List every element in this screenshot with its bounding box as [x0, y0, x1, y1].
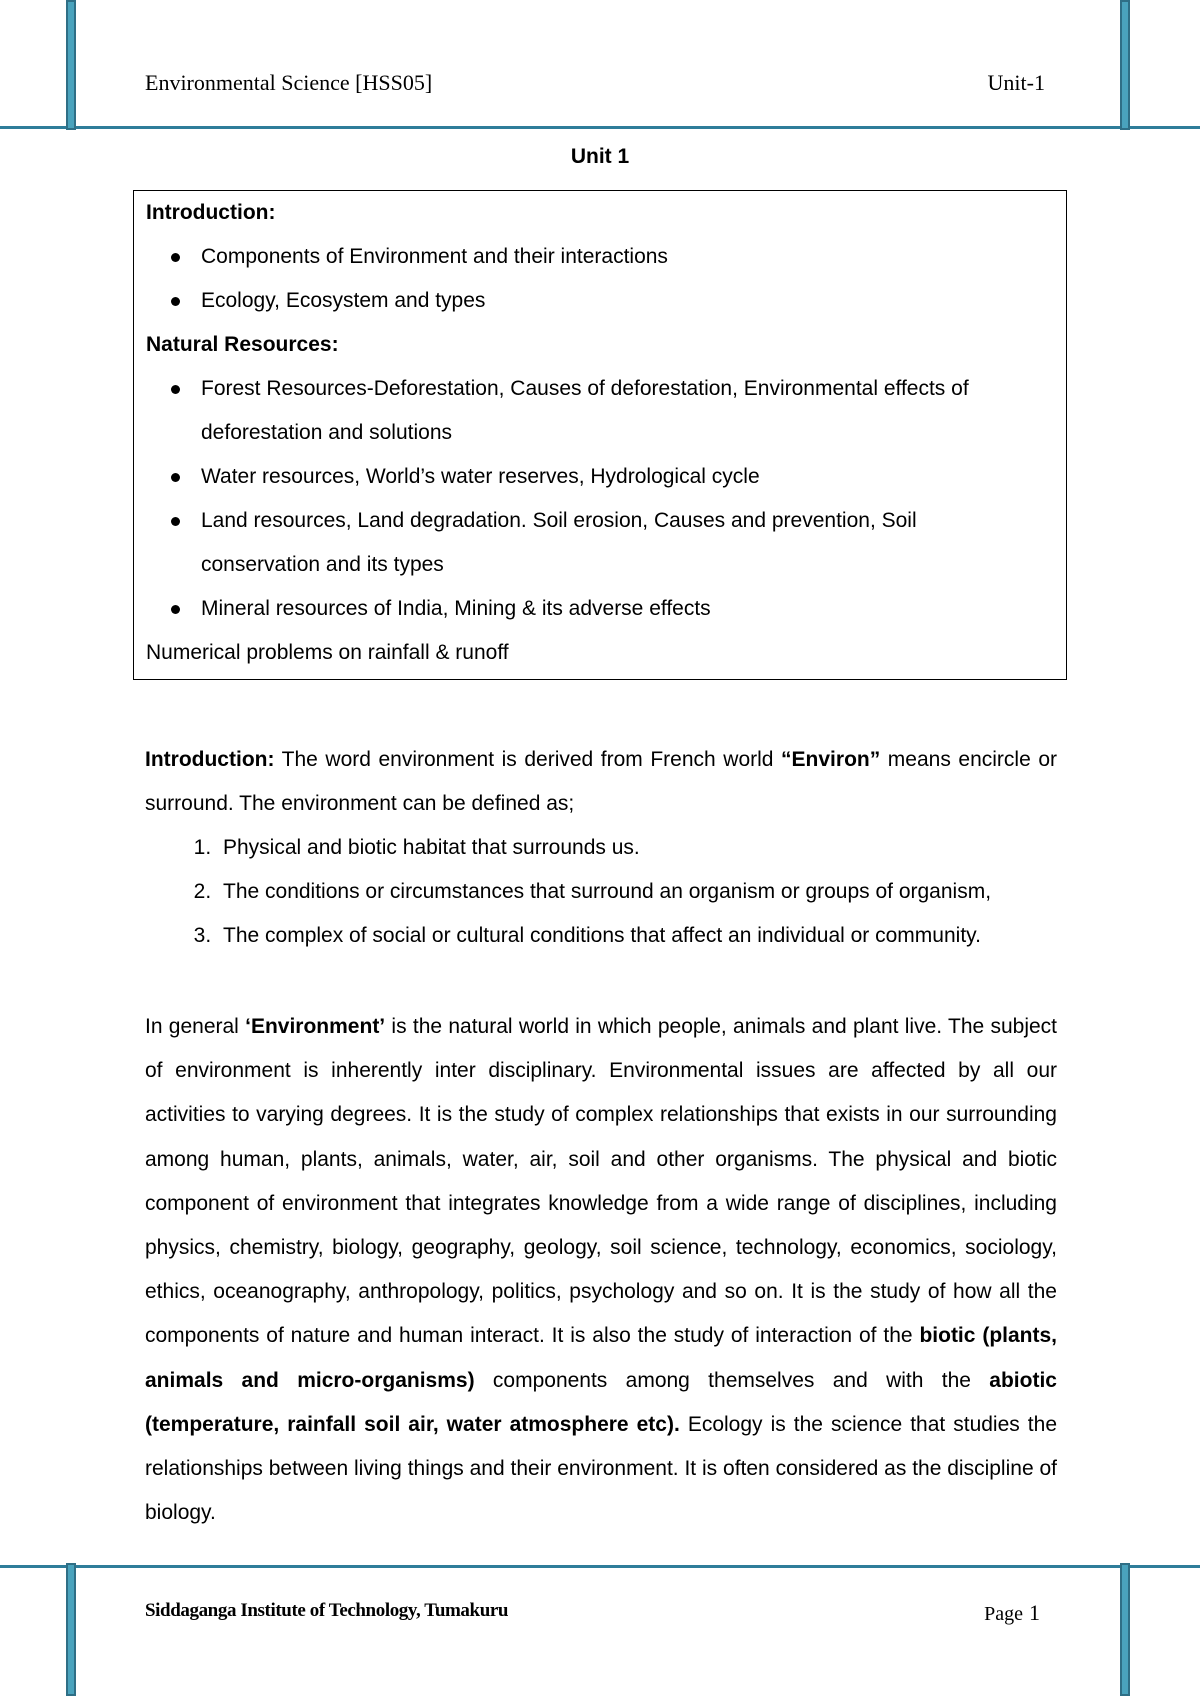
general-paragraph	[145, 1005, 1057, 1535]
syllabus-box	[133, 190, 1067, 680]
abiotic-term: abiotic (temperature, rainfall soil air, water atmosphere etc).	[145, 1368, 1057, 1436]
page-title: Unit 1	[570, 145, 630, 168]
header-rule	[0, 126, 1200, 129]
introduction-paragraph	[145, 738, 1057, 826]
general-text-1: In general	[145, 1015, 246, 1038]
list-item: Land resources, Land degradation. Soil erosion, Causes and prevention, Soil conservation and its types	[201, 499, 1054, 587]
environ-term: “Environ”	[781, 748, 881, 771]
introduction-section	[145, 738, 1057, 958]
numerical-problems: Numerical problems on rainfall & runoff	[146, 641, 509, 664]
natural-resources-list	[146, 367, 1054, 631]
border-bar-top-left	[66, 0, 76, 130]
page-label: Page	[984, 1603, 1023, 1625]
list-item: 2. The conditions or circumstances that surround an organism or groups of organism,	[217, 870, 1057, 914]
border-bar-bottom-left	[66, 1563, 76, 1696]
border-bar-top-right	[1120, 0, 1130, 130]
list-item: 1. Physical and biotic habitat that surrounds us.	[217, 826, 1057, 870]
list-item: Mineral resources of India, Mining & its adverse effects	[201, 587, 1054, 631]
list-item: Ecology, Ecosystem and types	[201, 279, 1054, 323]
footer-page	[984, 1600, 1040, 1626]
border-bar-bottom-right	[1120, 1563, 1130, 1696]
introduction-list	[146, 235, 1054, 323]
general-section	[145, 1005, 1057, 1535]
natural-resources-heading: Natural Resources:	[146, 333, 339, 356]
list-item: 3. The complex of social or cultural conditions that affect an individual or community.	[217, 914, 1057, 958]
page-number: 1	[1029, 1600, 1040, 1625]
header-unit: Unit-1	[987, 70, 1045, 95]
list-item: Water resources, World’s water reserves, Hydrological cycle	[201, 455, 1054, 499]
list-item: Forest Resources-Deforestation, Causes of deforestation, Environmental effects of deforestation and solutions	[201, 367, 1054, 455]
general-text-2: is the natural world in which people, animals and plant live. The subject of environment is inherently inter disciplinary. Environmental issues are affected by all our activities to varying degrees. It is the study of complex relationships that exists in our surrounding among human, plants, animals, water, air, soil and other organisms. The physical and biotic component of environment that integrates knowledge from a wide range of disciplines, including physics, chemistry, biology, geography, geology, soil science, technology, economics, sociology, ethics, oceanography, anthropology, politics, psychology and so on. It is the study of how all the components of nature and human interact. It is also the study of interaction of the	[145, 1015, 1057, 1348]
introduction-heading: Introduction:	[146, 201, 276, 224]
general-text-3: components among themselves and with the	[474, 1368, 990, 1392]
environment-term: ‘Environment’	[245, 1015, 386, 1038]
header-course: Environmental Science [HSS05]	[145, 70, 433, 95]
footer-institute: Siddaganga Institute of Technology, Tumakuru	[145, 1600, 509, 1621]
general-text-4: Ecology is the science that studies the relationships between living things and their environment. It is often considered as the discipline of biology.	[145, 1412, 1057, 1525]
introduction-label: Introduction:	[145, 748, 275, 771]
intro-text-b: means encircle or surround. The environment can be defined as;	[145, 748, 1057, 815]
biotic-term: biotic (plants, animals and micro-organisms)	[145, 1324, 1057, 1392]
footer-rule	[0, 1565, 1200, 1568]
definition-list	[145, 826, 1057, 958]
list-item: Components of Environment and their interactions	[201, 235, 1054, 279]
intro-text-a: The word environment is derived from French world	[274, 748, 782, 771]
